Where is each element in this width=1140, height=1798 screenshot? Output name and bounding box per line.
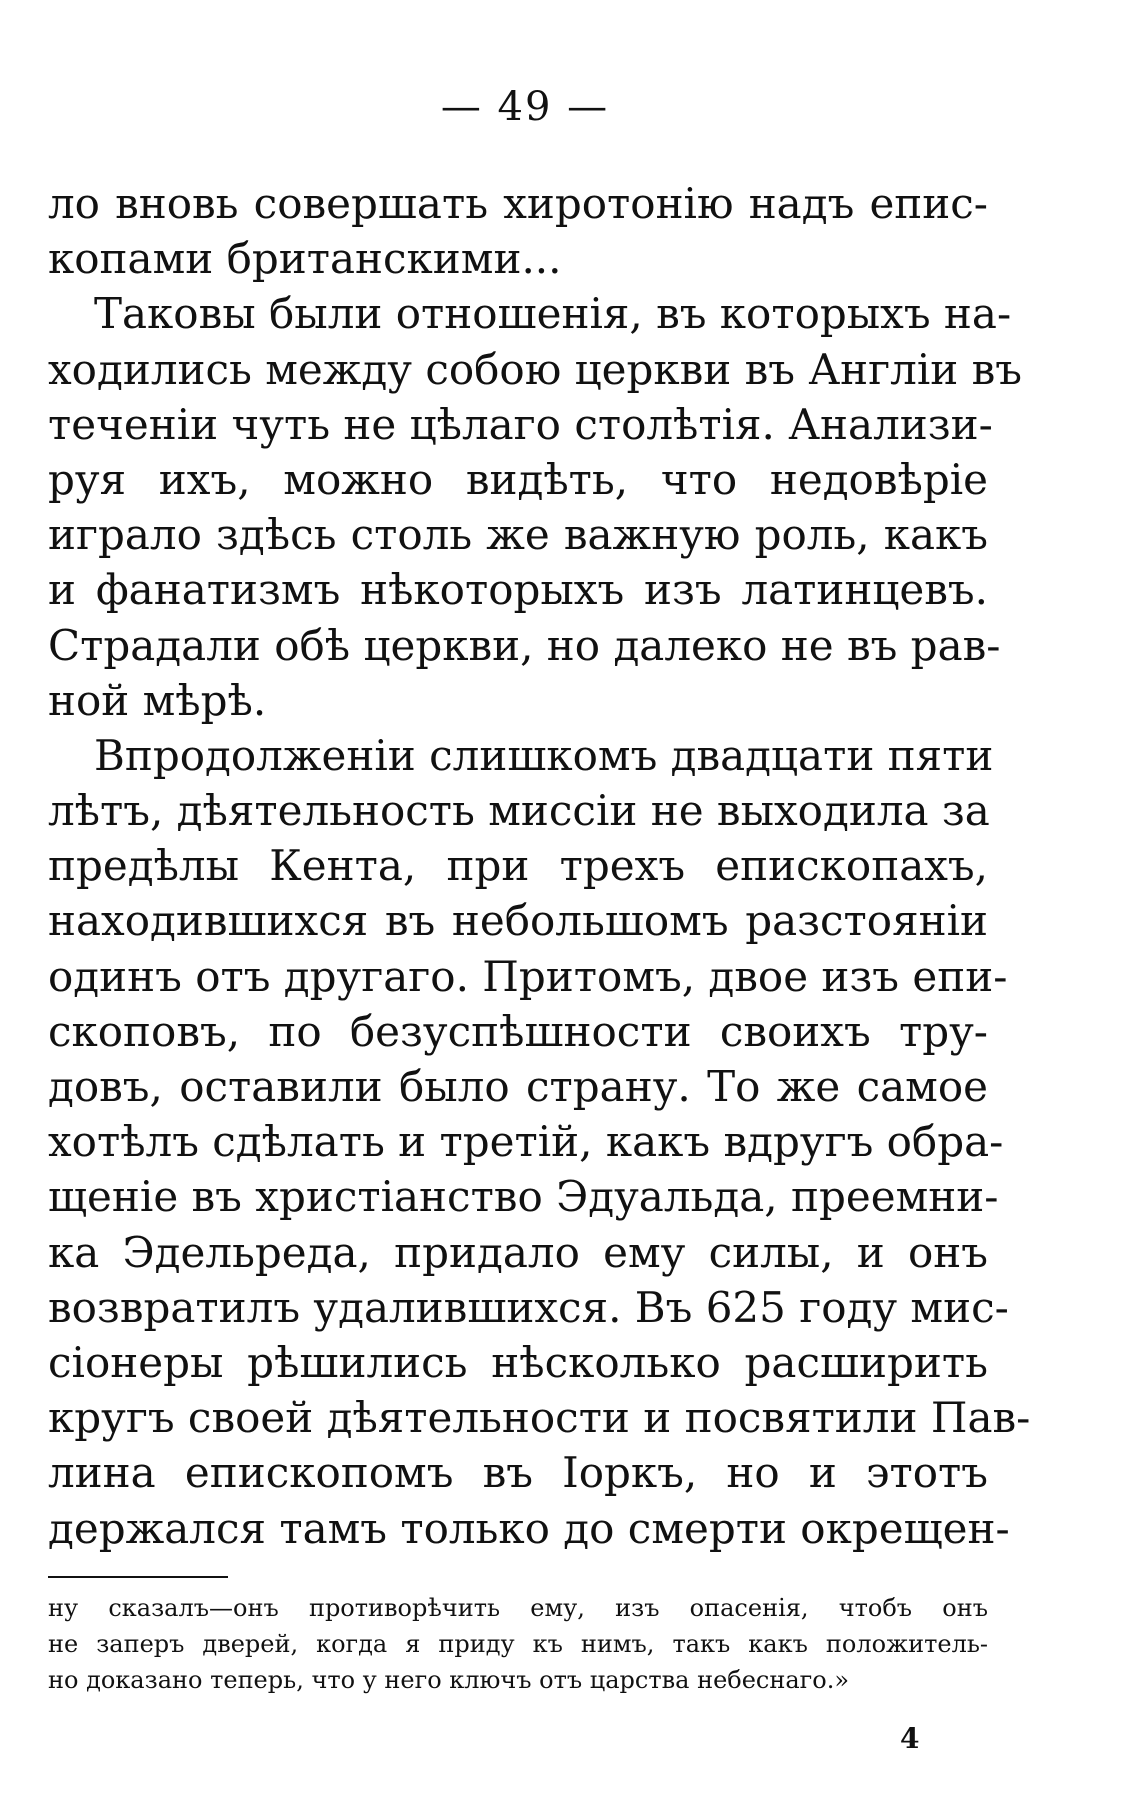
text-line: Страдали обѣ церкви, но далеко не въ рав- <box>48 620 1001 670</box>
text-line: ло вновь совершать хиротонію надъ епис- <box>48 179 988 228</box>
text-line: хотѣлъ сдѣлать и третій, какъ вдругъ обра- <box>48 1117 1004 1167</box>
text-line: щеніе въ христіанство Эдуальда, преемни- <box>48 1172 999 1222</box>
text-line: довъ, оставили было страну. То же самое <box>48 1062 988 1111</box>
footnote <box>48 1590 988 1698</box>
text-line: теченіи чуть не цѣлаго столѣтія. Анализи- <box>48 399 993 449</box>
page-number: — 49 — <box>440 84 610 130</box>
text-line: предѣлы Кента, при трехъ епископахъ, <box>48 841 988 891</box>
paragraph-3 <box>48 728 1031 1556</box>
text-line: возвратилъ удалившихся. Въ 625 году мис- <box>48 1282 1009 1332</box>
text-line: кругъ своей дѣятельности и посвятили Пав- <box>48 1393 1031 1443</box>
text-line: скоповъ, по безуспѣшности своихъ тру- <box>48 1006 988 1056</box>
text-line: Таковы были отношенія, въ которыхъ на- <box>94 289 1012 339</box>
text-line: сіонеры рѣшились нѣсколько расширить <box>48 1337 988 1387</box>
footnote-divider <box>48 1576 228 1578</box>
text-line: и фанатизмъ нѣкоторыхъ изъ латинцевъ. <box>48 565 988 615</box>
text-line: ходились между собою церкви въ Англіи въ <box>48 344 1022 394</box>
footnote-line: ну сказалъ—онъ противорѣчить ему, изъ опасенія, чтобъ онъ <box>48 1594 988 1622</box>
main-text <box>48 176 1031 1556</box>
text-line: копами британскими... <box>48 234 562 284</box>
paragraph-1 <box>48 176 988 286</box>
text-line: одинъ отъ другаго. Притомъ, двое изъ епи- <box>48 951 1008 1001</box>
text-line: держался тамъ только до смерти окрещен- <box>48 1503 1010 1553</box>
text-line: руя ихъ, можно видѣть, что недовѣріе <box>48 454 988 504</box>
footnote-line: но доказано теперь, что у него ключъ отъ царства небеснаго.» <box>48 1666 850 1694</box>
text-line: лина епископомъ въ Іоркъ, но и этотъ <box>48 1448 988 1498</box>
text-line: играло здѣсь столь же важную роль, какъ <box>48 510 988 560</box>
footnote-line: не заперъ дверей, когда я приду къ нимъ, такъ какъ положитель- <box>48 1630 988 1658</box>
text-line: Впродолженіи слишкомъ двадцати пяти <box>94 730 994 780</box>
signature-mark: 4 <box>900 1722 920 1755</box>
text-line: ной мѣрѣ. <box>48 675 267 725</box>
text-line: находившихся въ небольшомъ разстояніи <box>48 896 988 946</box>
paragraph-2 <box>48 286 1022 728</box>
text-line: ка Эдельреда, придало ему силы, и онъ <box>48 1227 988 1277</box>
text-line: лѣтъ, дѣятельность миссіи не выходила за <box>48 786 990 836</box>
